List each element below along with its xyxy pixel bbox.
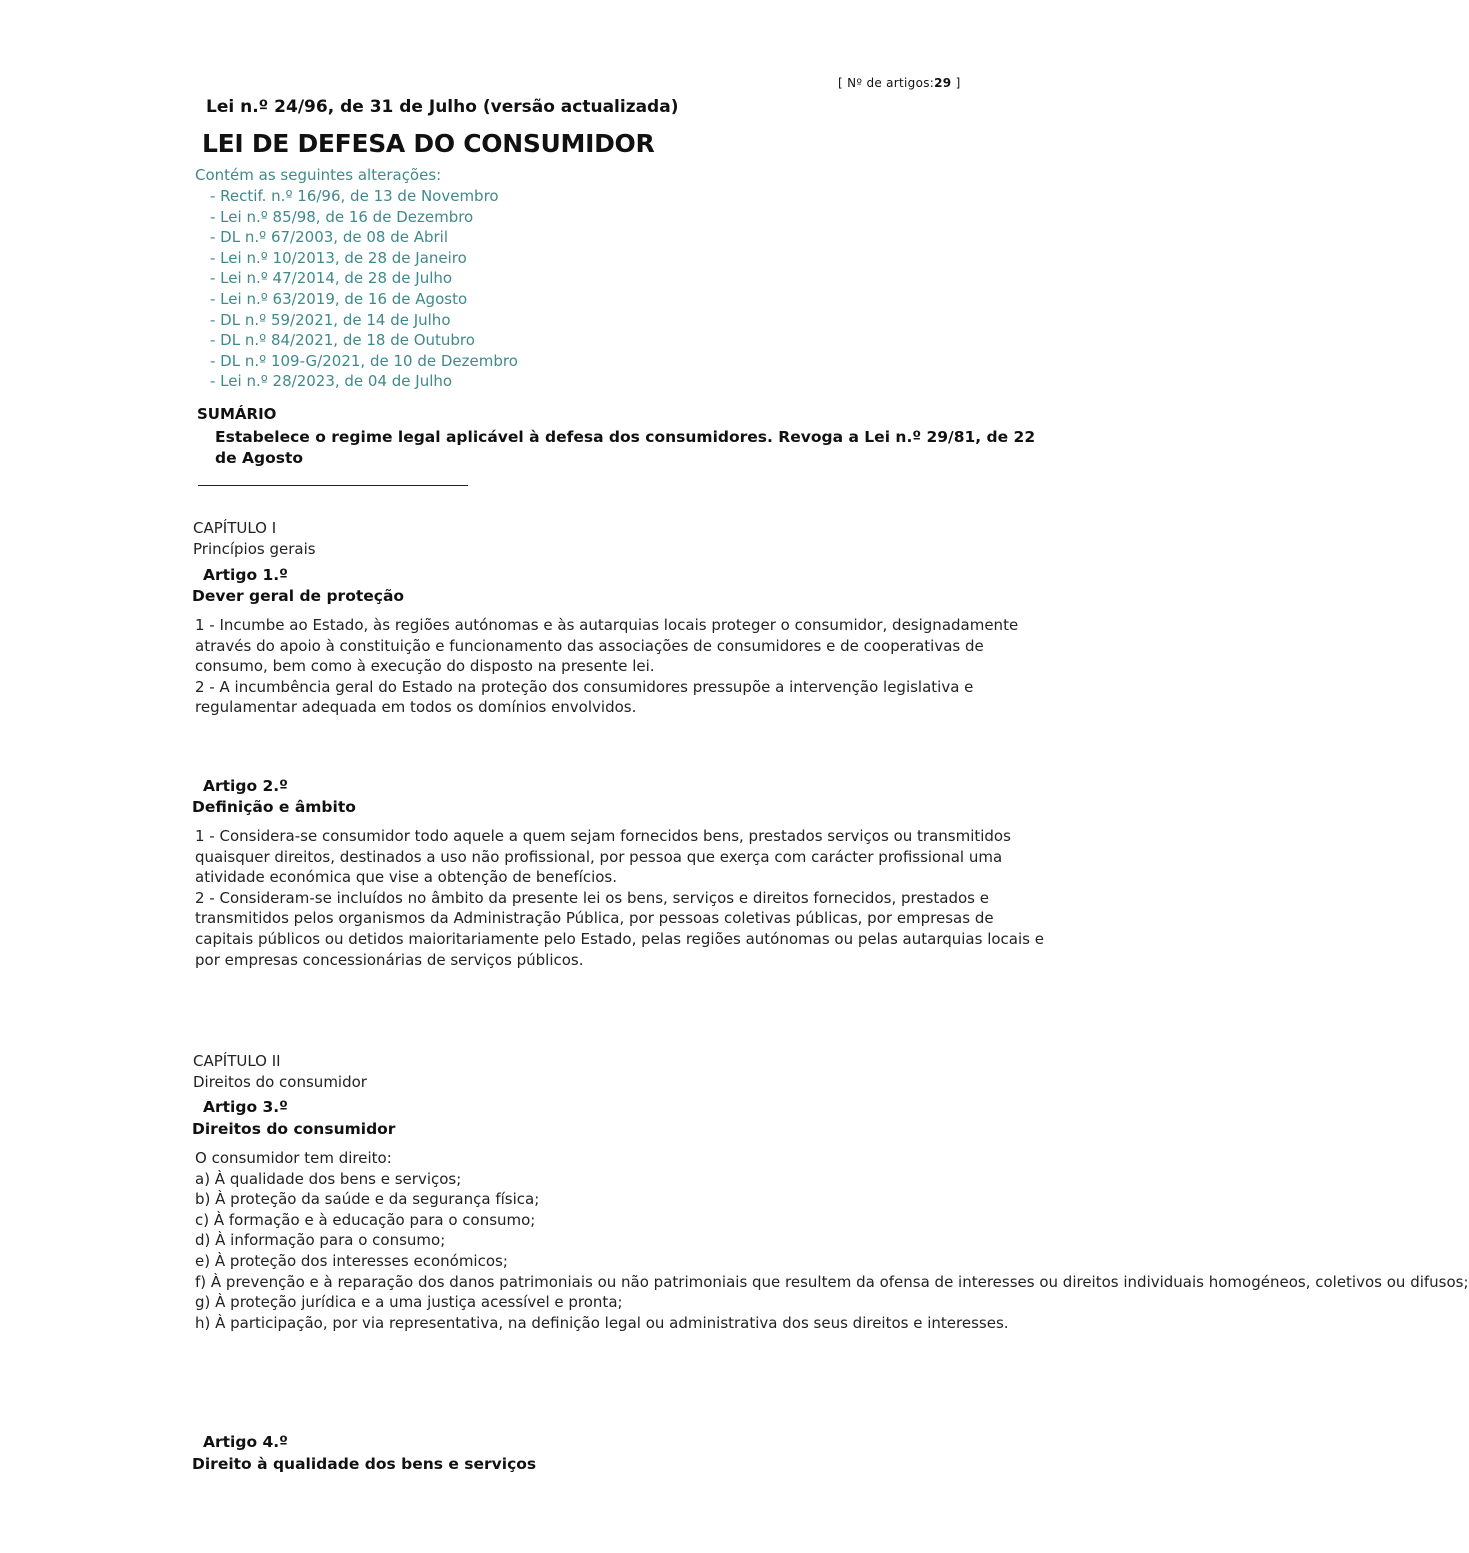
rights-list: [195, 1169, 1469, 1334]
article-body: [195, 826, 1045, 970]
amendment-link[interactable]: - DL n.º 67/2003, de 08 de Abril: [210, 228, 448, 247]
amendment-link[interactable]: - Lei n.º 47/2014, de 28 de Julho: [210, 269, 453, 288]
article-count: [838, 76, 961, 90]
article-paragraph: 1 - Considera-se consumidor todo aquele a quem sejam fornecidos bens, prestados serviços ou transmitidos quaisquer direitos, destinados a uso não profissional, por pessoa que exerça com carácter profissional uma atividade económica que vise a obtenção de benefícios.: [195, 827, 1011, 887]
list-item: d) À informação para o consumo;: [195, 1231, 446, 1250]
amendment-link[interactable]: - DL n.º 109-G/2021, de 10 de Dezembro: [210, 351, 518, 370]
article-title: Definição e âmbito: [192, 798, 356, 816]
article-title: Direitos do consumidor: [192, 1120, 396, 1138]
article-count-label: [ Nº de artigos:: [838, 76, 935, 90]
separator-line: [198, 485, 468, 486]
summary-label: SUMÁRIO: [197, 405, 277, 423]
article-paragraph: 2 - Consideram-se incluídos no âmbito da presente lei os bens, serviços e direitos fornecidos, prestados e transmitidos pelos organismos da Administração Pública, por pessoas coletivas públicas, por empresas de capitais públicos ou detidos maioritariamente pelo Estado, pelas regiões autónomas ou pelas autarquias locais e por empresas concessionárias de serviços públicos.: [195, 888, 1044, 969]
article-paragraph: 1 - Incumbe ao Estado, às regiões autónomas e às autarquias locais proteger o consumidor, designadamente através do apoio à constituição e funcionamento das associações de consumidores e de cooperativas de consumo, bem como à execução do disposto na presente lei.: [195, 616, 1019, 676]
chapter-name: Princípios gerais: [193, 540, 316, 558]
article-body: [195, 615, 1045, 718]
amendment-link[interactable]: - Lei n.º 85/98, de 16 de Dezembro: [210, 207, 474, 226]
article-paragraph: 2 - A incumbência geral do Estado na proteção dos consumidores pressupõe a intervenção legislativa e regulamentar adequada em todos os domínios envolvidos.: [195, 677, 974, 717]
list-item: e) À proteção dos interesses económicos;: [195, 1251, 508, 1270]
article-number: Artigo 2.º: [203, 777, 288, 795]
law-title: LEI DE DEFESA DO CONSUMIDOR: [202, 129, 655, 158]
list-item: c) À formação e à educação para o consumo;: [195, 1210, 536, 1229]
amendment-link[interactable]: - DL n.º 84/2021, de 18 de Outubro: [210, 331, 475, 350]
article-number: Artigo 4.º: [203, 1433, 288, 1451]
amendment-link[interactable]: - DL n.º 59/2021, de 14 de Julho: [210, 310, 451, 329]
article-body: [195, 1148, 1469, 1333]
amendments-intro: Contém as seguintes alterações:: [195, 166, 442, 184]
summary-text: Estabelece o regime legal aplicável à defesa dos consumidores. Revoga a Lei n.º 29/81, de 22 de Agosto: [215, 428, 1036, 467]
amendment-link[interactable]: - Lei n.º 63/2019, de 16 de Agosto: [210, 289, 468, 308]
list-item: g) À proteção jurídica e a uma justiça acessível e pronta;: [195, 1293, 623, 1312]
list-item: a) À qualidade dos bens e serviços;: [195, 1169, 462, 1188]
chapter-label: CAPÍTULO II: [193, 1052, 281, 1070]
chapter-label: CAPÍTULO I: [193, 519, 277, 537]
amendment-link[interactable]: - Lei n.º 28/2023, de 04 de Julho: [210, 372, 453, 391]
list-item: f) À prevenção e à reparação dos danos patrimoniais ou não patrimoniais que resultem da ofensa de interesses ou direitos individuais homogéneos, coletivos ou difusos;: [195, 1272, 1469, 1291]
amendments-list: [210, 186, 518, 392]
chapter-name: Direitos do consumidor: [193, 1073, 367, 1091]
amendment-link[interactable]: - Rectif. n.º 16/96, de 13 de Novembro: [210, 187, 499, 205]
article-count-value: 29: [934, 76, 952, 90]
article-number: Artigo 1.º: [203, 566, 288, 584]
law-reference: Lei n.º 24/96, de 31 de Julho (versão actualizada): [206, 97, 679, 117]
list-item: h) À participação, por via representativa, na definição legal ou administrativa dos seus direitos e interesses.: [195, 1313, 1009, 1332]
article-count-close: ]: [955, 76, 961, 90]
article-intro: O consumidor tem direito:: [195, 1149, 392, 1167]
article-number: Artigo 3.º: [203, 1098, 288, 1116]
article-title: Dever geral de proteção: [192, 587, 405, 605]
article-title: Direito à qualidade dos bens e serviços: [192, 1455, 537, 1473]
amendment-link[interactable]: - Lei n.º 10/2013, de 28 de Janeiro: [210, 248, 467, 267]
list-item: b) À proteção da saúde e da segurança física;: [195, 1190, 540, 1209]
